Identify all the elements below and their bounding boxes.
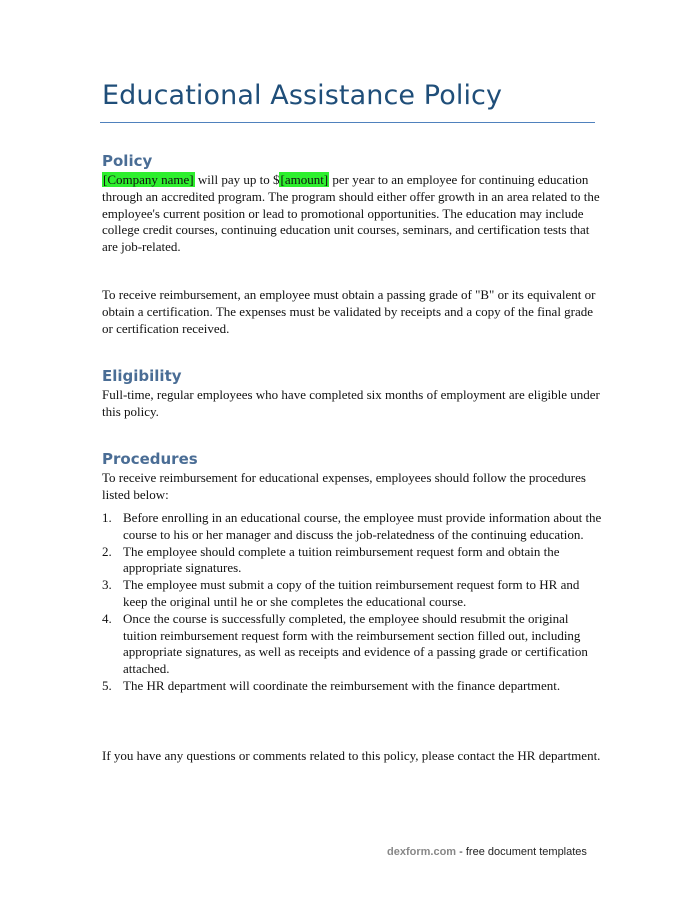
step-text: Before enrolling in an educational course, the employee must provide information about the course to his or her manager and discuss the job-relatedness of the continuing education. bbox=[123, 510, 602, 542]
policy-heading: Policy bbox=[102, 152, 153, 170]
step-text: The employee should complete a tuition reimbursement request form and obtain the appropriate signatures. bbox=[123, 543, 560, 576]
footer-tagline: - free document templates bbox=[456, 846, 587, 858]
procedures-heading: Procedures bbox=[102, 450, 198, 468]
step-text: Once the course is successfully completed, the employee should resubmit the original tuition reimbursement request form with the reimbursement section filled out, including appropriate signatures, as well as receipts and evidence of a passing grade or certification attached. bbox=[123, 610, 588, 677]
document-title: Educational Assistance Policy bbox=[102, 80, 503, 111]
step-text: The employee must submit a copy of the tuition reimbursement request form to HR and keep the original until he or she completes the educational course. bbox=[123, 577, 580, 609]
closing-paragraph: If you have any questions or comments related to this policy, please contact the HR department. bbox=[102, 748, 601, 763]
title-divider bbox=[100, 122, 595, 123]
procedure-step bbox=[102, 577, 602, 611]
footer bbox=[387, 846, 587, 858]
procedure-step bbox=[102, 678, 602, 695]
procedures-list bbox=[102, 510, 602, 695]
step-number: 5. bbox=[102, 677, 112, 693]
policy-text-a: will pay up to $ bbox=[194, 172, 280, 187]
eligibility-paragraph: Full-time, regular employees who have completed six months of employment are eligible under this policy. bbox=[102, 387, 600, 419]
amount-placeholder: [amount] bbox=[280, 172, 329, 187]
company-name-placeholder: [Company name] bbox=[103, 172, 194, 187]
step-number: 4. bbox=[102, 610, 112, 626]
step-number: 1. bbox=[102, 510, 112, 525]
procedures-intro: To receive reimbursement for educational expenses, employees should follow the procedures listed below: bbox=[102, 470, 586, 502]
procedure-step bbox=[102, 611, 602, 678]
policy-text-b: per year to an employee for continuing education through an accredited program. The program should either offer growth in an area related to the employee's current position or lead to promotional opportunities. The education may include college credit courses, continuing education unit courses, seminars, and certification tests that are job-related. bbox=[102, 172, 600, 255]
policy-paragraph-2: To receive reimbursement, an employee must obtain a passing grade of "B" or its equivalent or obtain a certification. The expenses must be validated by receipts and a copy of the final grade or certification received. bbox=[102, 287, 596, 336]
step-number: 2. bbox=[102, 543, 112, 559]
policy-paragraph-1 bbox=[102, 172, 602, 256]
step-number: 3. bbox=[102, 577, 112, 593]
procedure-step bbox=[102, 544, 602, 578]
footer-brand-link[interactable]: dexform.com bbox=[387, 846, 457, 858]
procedure-step bbox=[102, 510, 602, 544]
step-text: The HR department will coordinate the reimbursement with the finance department. bbox=[123, 677, 561, 693]
eligibility-heading: Eligibility bbox=[102, 367, 182, 385]
